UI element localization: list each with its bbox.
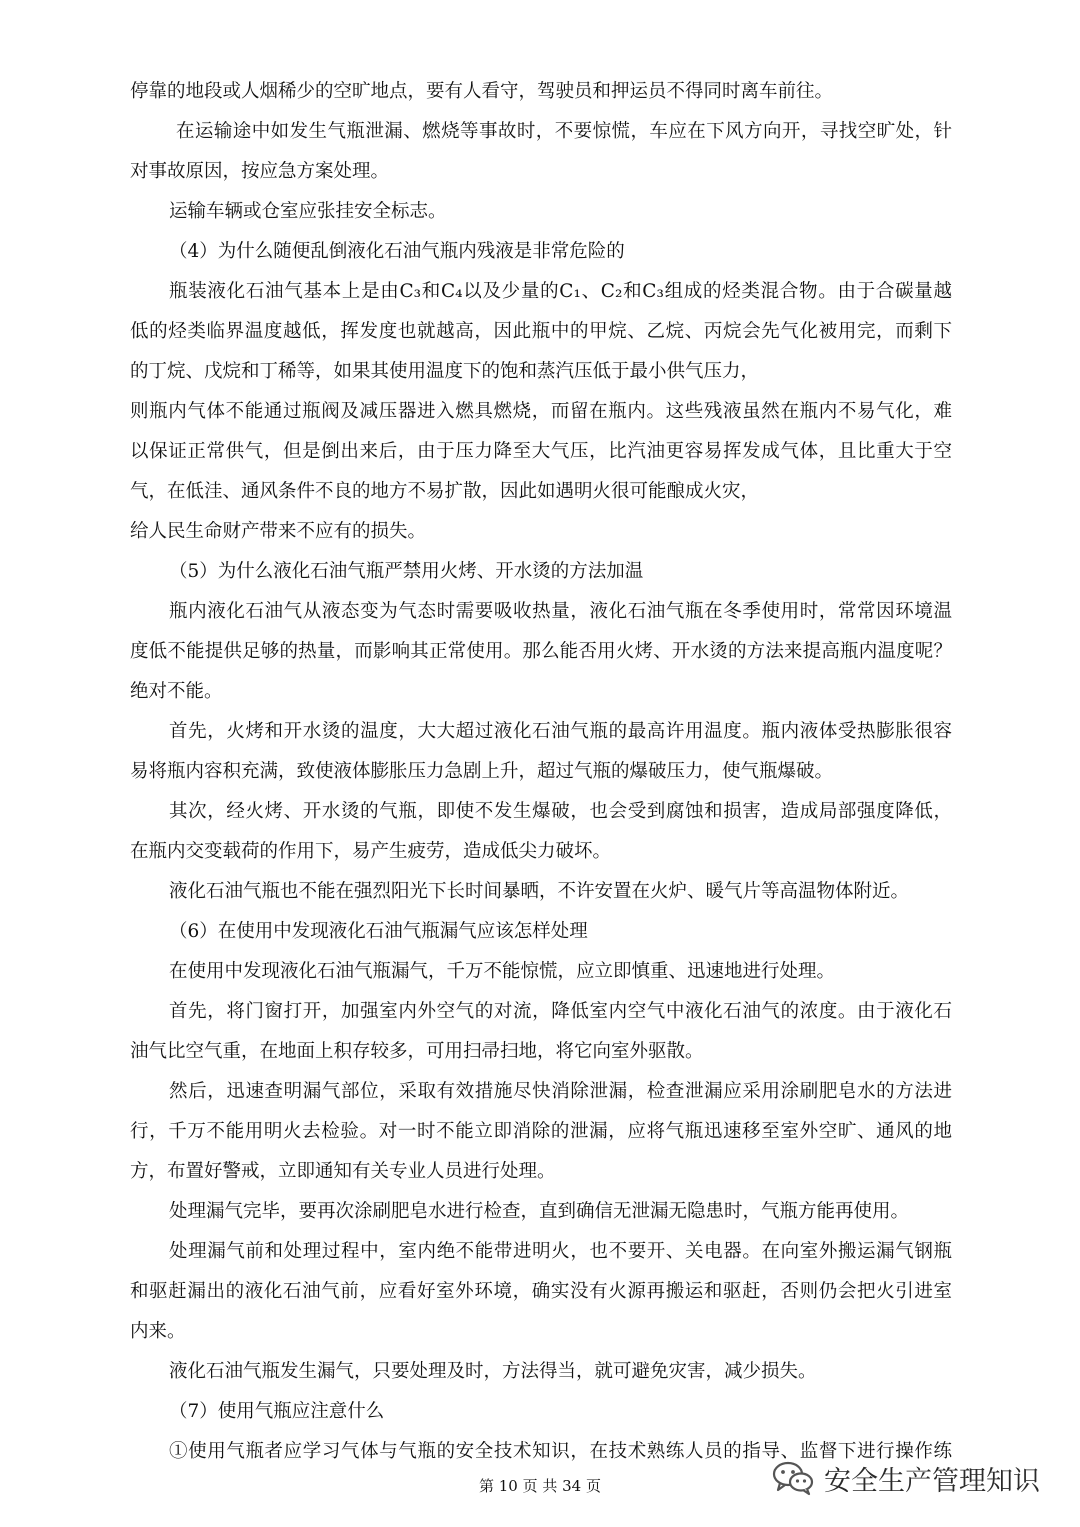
text-line: 液化石油气瓶发生漏气，只要处理及时，方法得当，就可避免灾害，减少损失。 — [169, 1361, 817, 1382]
text-line: 在使用中发现液化石油气瓶漏气，千万不能惊慌，应立即慎重、迅速地进行处理。 — [169, 961, 836, 982]
text-line: 停靠的地段或人烟稀少的空旷地点，要有人看守，驾驶员和押运员不得同时离车前往。 — [130, 81, 834, 102]
text-line: 度低不能提供足够的热量，而影响其正常使用。那么能否用火烤、开水烫的方法来提高瓶内温度呢？ — [130, 641, 952, 662]
watermark-text: 安全生产管理知识 — [824, 1465, 1040, 1497]
section-heading-6: （6）在使用中发现液化石油气瓶漏气应该怎样处理 — [169, 921, 588, 942]
text-line: 首先，火烤和开水烫的温度，大大超过液化石油气瓶的最高许用温度。瓶内液体受热膨胀很容 — [169, 721, 952, 742]
text-line: 以保证正常供气，但是倒出来后，由于压力降至大气压，比汽油更容易挥发成气体，且比重大于空 — [130, 441, 952, 462]
text-line: 方，布置好警戒，立即通知有关专业人员进行处理。 — [130, 1161, 556, 1182]
text-line: 然后，迅速查明漏气部位，采取有效措施尽快消除泄漏，检查泄漏应采用涂刷肥皂水的方法进 — [169, 1081, 952, 1102]
text-line: 其次，经火烤、开水烫的气瓶，即使不发生爆破，也会受到腐蚀和损害，造成局部强度降低， — [169, 801, 952, 822]
text-line: 内来。 — [130, 1321, 186, 1342]
text-line: 在瓶内交变载荷的作用下，易产生疲劳，造成低尖力破坏。 — [130, 841, 612, 862]
text-line: 易将瓶内容积充满，致使液体膨胀压力急剧上升，超过气瓶的爆破压力，使气瓶爆破。 — [130, 761, 834, 782]
page-footer: 第 10 页 共 34 页 — [478, 1477, 601, 1495]
section-heading-4: （4）为什么随便乱倒液化石油气瓶内残液是非常危险的 — [169, 241, 625, 262]
text-line: 行，千万不能用明火去检验。对一时不能立即消除的泄漏，应将气瓶迅速移至室外空旷、通风的地 — [130, 1121, 952, 1142]
text-line: 给人民生命财产带来不应有的损失。 — [130, 521, 427, 542]
text-line: 运输车辆或仓室应张挂安全标志。 — [169, 201, 447, 222]
text-line: 油气比空气重，在地面上积存较多，可用扫帚扫地，将它向室外驱散。 — [130, 1041, 704, 1062]
text-line: 瓶装液化石油气基本上是由C₃和C₄以及少量的C₁、C₂和C₃组成的烃类混合物。由于合碳量越 — [169, 281, 952, 302]
text-line: 在运输途中如发生气瓶泄漏、燃烧等事故时，不要惊慌，车应在下风方向开，寻找空旷处，针 — [176, 121, 952, 142]
text-line: 处理漏气前和处理过程中，室内绝不能带进明火，也不要开、关电器。在向室外搬运漏气钢瓶 — [169, 1241, 952, 1262]
section-heading-7: （7）使用气瓶应注意什么 — [169, 1401, 385, 1422]
text-line: 则瓶内气体不能通过瓶阀及减压器进入燃具燃烧，而留在瓶内。这些残液虽然在瓶内不易气化，难 — [130, 401, 952, 422]
text-line: 首先，将门窗打开，加强室内外空气的对流，降低室内空气中液化石油气的浓度。由于液化石 — [169, 1001, 952, 1022]
text-line: 和驱赶漏出的液化石油气前，应看好室外环境，确实没有火源再搬运和驱赶，否则仍会把火引进室 — [130, 1281, 952, 1302]
text-line: 处理漏气完毕，要再次涂刷肥皂水进行检查，直到确信无泄漏无隐患时，气瓶方能再使用。 — [169, 1201, 910, 1222]
text-line: 气，在低洼、通风条件不良的地方不易扩散，因此如遇明火很可能酿成火灾， — [130, 481, 760, 502]
text-line: 对事故原因，按应急方案处理。 — [130, 161, 390, 182]
text-line: 绝对不能。 — [130, 681, 223, 702]
document-body — [130, 72, 952, 1472]
text-line: 瓶内液化石油气从液态变为气态时需要吸收热量，液化石油气瓶在冬季使用时，常常因环境温 — [169, 601, 952, 622]
text-line: 液化石油气瓶也不能在强烈阳光下长时间暴晒，不许安置在火炉、暖气片等高温物体附近。 — [169, 881, 910, 902]
wechat-icon — [772, 1460, 814, 1496]
text-line: ①使用气瓶者应学习气体与气瓶的安全技术知识，在技术熟练人员的指导、监督下进行操作练 — [169, 1441, 952, 1462]
text-line: 低的烃类临界温度越低，挥发度也就越高，因此瓶中的甲烷、乙烷、丙烷会先气化被用完，而剩下 — [130, 321, 952, 342]
text-line: 的丁烷、戊烷和丁稀等，如果其使用温度下的饱和蒸汽压低于最小供气压力， — [130, 361, 760, 382]
watermark — [772, 1458, 1040, 1498]
section-heading-5: （5）为什么液化石油气瓶严禁用火烤、开水烫的方法加温 — [169, 561, 644, 582]
